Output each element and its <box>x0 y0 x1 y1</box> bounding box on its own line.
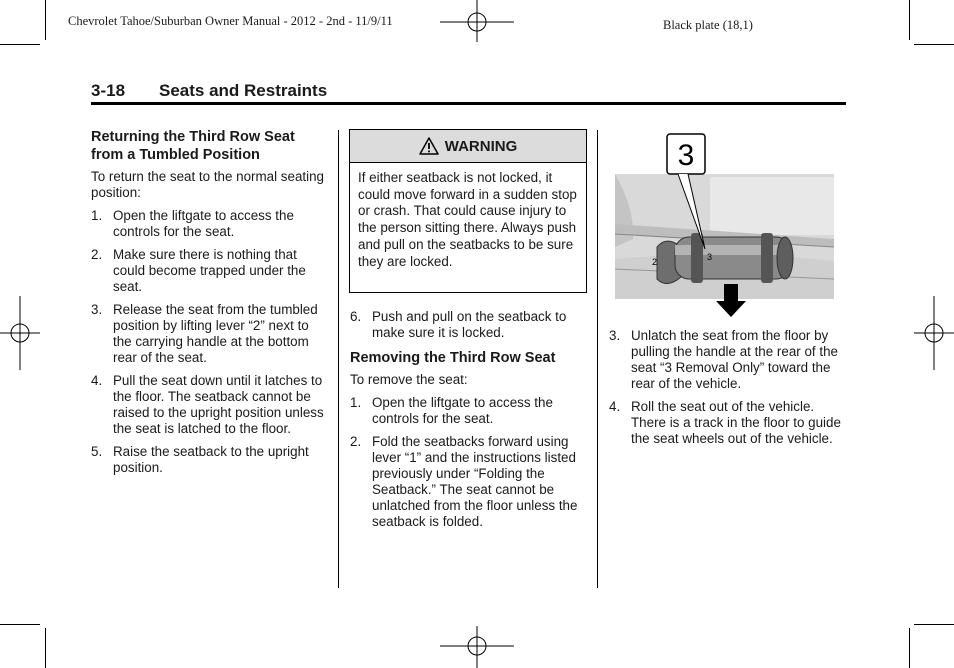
column-3 <box>609 328 845 447</box>
step-number: 4. <box>91 373 103 388</box>
crop-mark <box>45 0 46 40</box>
step-number: 6. <box>350 309 362 324</box>
handle-label: 3 <box>707 252 713 262</box>
crop-mark <box>914 44 954 45</box>
step-text: Release the seat from the tumbled position by lifting lever “2” next to the carrying handle at the bottom rear of the seat. <box>113 302 318 365</box>
step-text: Open the liftgate to access the controls for the seat. <box>113 208 294 239</box>
lever-label: 2 <box>652 257 658 267</box>
list-item <box>350 395 590 427</box>
crop-mark <box>0 624 40 625</box>
list-item <box>609 328 845 392</box>
warning-title: WARNING <box>444 137 518 155</box>
warning-text: If either seatback is not locked, it could move forward in a sudden stop or crash. That could cause injury to the person sitting there. Always push and pull on the seatbacks to be sure they are locked. <box>358 170 577 269</box>
subsection-heading: Returning the Third Row Seat from a Tumbled Position <box>91 129 295 163</box>
crop-mark <box>45 628 46 668</box>
section-title: Seats and Restraints <box>159 81 328 100</box>
subsection-heading: Removing the Third Row Seat <box>350 350 556 366</box>
list-item <box>91 302 331 366</box>
crop-mark <box>909 0 910 40</box>
warning-triangle-icon <box>419 137 439 155</box>
registration-mark-left <box>0 296 40 370</box>
column-2 <box>350 309 590 530</box>
list-item <box>350 434 590 530</box>
plate-info: Black plate (18,1) <box>663 18 753 32</box>
step-number: 3. <box>609 328 621 343</box>
crop-mark <box>914 624 954 625</box>
warning-box <box>349 129 587 293</box>
step-text: Make sure there is nothing that could become trapped under the seat. <box>113 247 306 294</box>
step-text: Unlatch the seat from the floor by pulling the handle at the rear of the seat “3 Removal Only” toward the rear of the vehicle. <box>631 328 838 391</box>
callout-number: 3 <box>677 139 695 172</box>
steps-list <box>350 395 590 530</box>
steps-list <box>609 328 845 447</box>
header-rule <box>91 102 846 105</box>
step-text: Roll the seat out of the vehicle. There is a track in the floor to guide the seat wheels out of the vehicle. <box>631 399 841 446</box>
step-number: 2. <box>91 247 103 262</box>
steps-list <box>91 208 331 476</box>
warning-header <box>350 130 586 163</box>
step-number: 3. <box>91 302 103 317</box>
crop-mark <box>909 628 910 668</box>
step-number: 1. <box>350 395 362 410</box>
step-text: Pull the seat down until it latches to the floor. The seatback cannot be raised to the upright position unless the seat is latched to the floor. <box>113 373 324 436</box>
registration-mark-top <box>440 0 514 42</box>
steps-list <box>350 309 590 341</box>
doc-info: Chevrolet Tahoe/Suburban Owner Manual - 2012 - 2nd - 11/9/11 <box>68 14 393 28</box>
intro-text: To remove the seat: <box>350 372 468 387</box>
step-text: Open the liftgate to access the controls for the seat. <box>372 395 553 426</box>
step-number: 5. <box>91 444 103 459</box>
column-divider <box>597 130 598 588</box>
step-number: 4. <box>609 399 621 414</box>
registration-mark-bottom <box>440 626 514 668</box>
column-1 <box>91 128 331 476</box>
intro-text: To return the seat to the normal seating position: <box>91 169 324 200</box>
list-item <box>609 399 845 447</box>
list-item <box>91 247 331 295</box>
list-item <box>91 208 331 240</box>
crop-mark <box>0 44 40 45</box>
column-divider <box>338 130 339 588</box>
step-text: Push and pull on the seatback to make sure it is locked. <box>372 309 567 340</box>
step-number: 2. <box>350 434 362 449</box>
list-item <box>91 373 331 437</box>
registration-mark-right <box>914 296 954 370</box>
list-item <box>350 309 590 341</box>
step-text: Raise the seatback to the upright position. <box>113 444 309 475</box>
step-number: 1. <box>91 208 103 223</box>
list-item <box>91 444 331 476</box>
seat-handle-illustration <box>615 129 834 320</box>
section-number: 3-18 <box>91 81 126 100</box>
step-text: Fold the seatbacks forward using lever “1” and the instructions listed previously under “Folding the Seatback.” The seat cannot be unlatched from the floor unless the seatback is folded. <box>372 434 578 529</box>
